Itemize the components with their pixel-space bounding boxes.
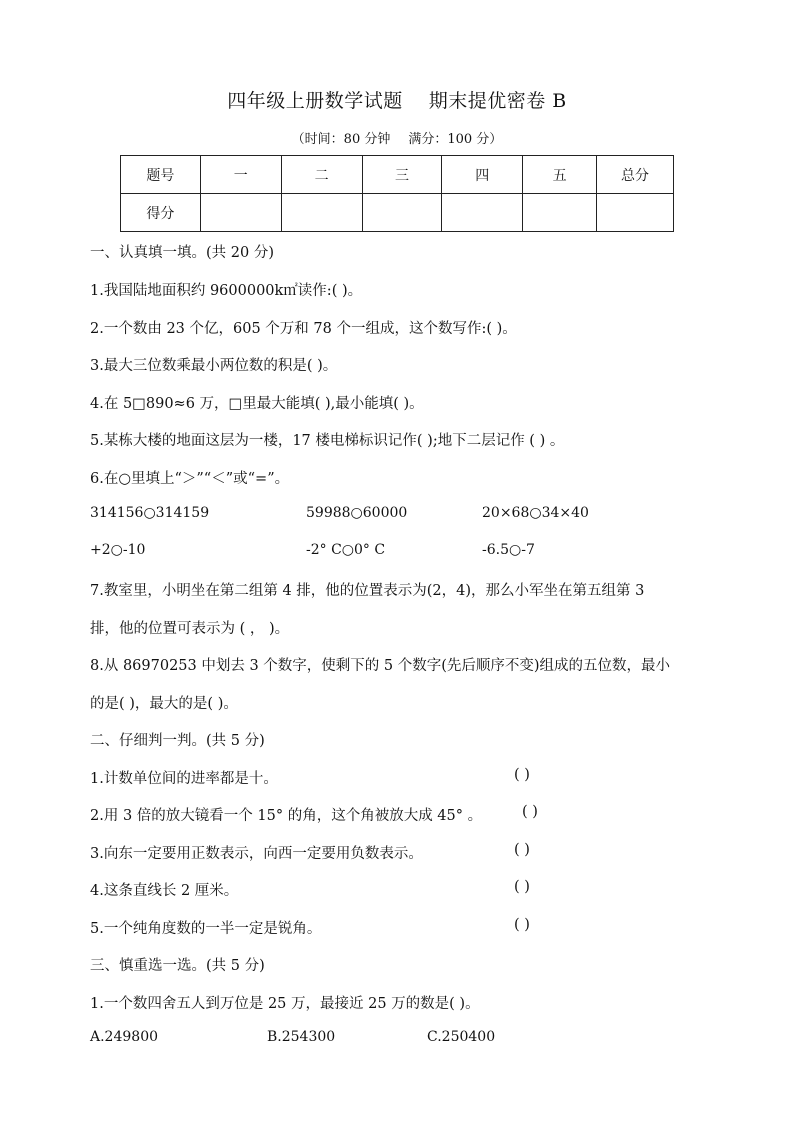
judge-question-5: 5.一个纯角度数的一半一定是锐角。 — [90, 921, 322, 937]
score-table-header-row — [121, 156, 674, 194]
question-1-3: 3.最大三位数乘最小两位数的积是( )。 — [90, 358, 338, 374]
exam-info — [0, 128, 794, 147]
compare-item: 314156○314159 — [90, 505, 210, 521]
judge-question-4: 4.这条直线长 2 厘米。 — [90, 883, 239, 899]
score-table-score-row — [121, 194, 674, 232]
question-1-6: 6.在○里填上“＞”“＜”或“=”。 — [90, 471, 290, 487]
score-cell[interactable] — [442, 194, 523, 232]
judge-question-1: 1.计数单位间的进率都是十。 — [90, 771, 278, 787]
question-1-7-line1: 7.教室里，小明坐在第二组第 4 排，他的位置表示为(2，4)，那么小军坐在第五组第 3 — [90, 583, 645, 599]
compare-item: -6.5○-7 — [482, 542, 535, 558]
score-cell[interactable] — [200, 194, 281, 232]
judge-question-2: 2.用 3 倍的放大镜看一个 15° 的角，这个角被放大成 45° 。 — [90, 808, 483, 824]
section2-heading: 二、仔细判一判。(共 5 分) — [90, 733, 265, 749]
score-cell[interactable] — [362, 194, 442, 232]
question-1-5: 5.某栋大楼的地面这层为一楼，17 楼电梯标识记作( );地下二层记作 ( ) 。 — [90, 433, 565, 449]
score-cell[interactable] — [281, 194, 362, 232]
score-cell[interactable] — [597, 194, 674, 232]
exam-title — [0, 86, 794, 113]
question-1-8-line2: 的是( )，最大的是( )。 — [90, 696, 238, 712]
judge-answer-bracket[interactable]: ( ) — [514, 917, 530, 933]
score-table — [120, 155, 674, 232]
exam-full-score: 满分：100 分） — [408, 132, 503, 147]
compare-item: +2○-10 — [90, 542, 146, 558]
compare-item: 20×68○34×40 — [482, 505, 589, 521]
exam-time: （时间：80 分钟 — [291, 132, 391, 147]
judge-answer-bracket[interactable]: ( ) — [514, 767, 530, 783]
compare-item: 59988○60000 — [306, 505, 408, 521]
judge-question-3: 3.向东一定要用正数表示，向西一定要用负数表示。 — [90, 846, 423, 862]
header-cell: 题号 — [121, 156, 201, 194]
section3-heading: 三、慎重选一选。(共 5 分) — [90, 958, 265, 974]
judge-answer-bracket[interactable]: ( ) — [522, 804, 538, 820]
score-row-label: 得分 — [121, 194, 201, 232]
header-cell: 总分 — [597, 156, 674, 194]
choice-question-1: 1.一个数四舍五人到万位是 25 万，最接近 25 万的数是( )。 — [90, 996, 480, 1012]
header-cell: 五 — [523, 156, 597, 194]
header-cell: 四 — [442, 156, 523, 194]
score-cell[interactable] — [523, 194, 597, 232]
question-1-4: 4.在 5□890≈6 万，□里最大能填( ),最小能填( )。 — [90, 396, 424, 412]
question-1-1: 1.我国陆地面积约 9600000k㎡读作:( )。 — [90, 283, 363, 299]
question-1-2: 2.一个数由 23 个亿，605 个万和 78 个一组成，这个数写作:( )。 — [90, 321, 517, 337]
header-cell: 一 — [200, 156, 281, 194]
judge-answer-bracket[interactable]: ( ) — [514, 842, 530, 858]
compare-item: -2° C○0° C — [306, 542, 386, 558]
choice-option-a[interactable]: A.249800 — [90, 1029, 159, 1045]
title-main: 四年级上册数学试题 — [227, 90, 403, 112]
judge-answer-bracket[interactable]: ( ) — [514, 879, 530, 895]
question-1-7-line2: 排，他的位置可表示为 ( ， )。 — [90, 621, 290, 637]
choice-option-c[interactable]: C.250400 — [427, 1029, 496, 1045]
header-cell: 二 — [281, 156, 362, 194]
question-1-8-line1: 8.从 86970253 中划去 3 个数字，使剩下的 5 个数字(先后顺序不变)组成的五位数，最小 — [90, 658, 671, 674]
header-cell: 三 — [362, 156, 442, 194]
section1-heading: 一、认真填一填。(共 20 分) — [90, 245, 274, 261]
title-sub: 期末提优密卷 B — [428, 90, 567, 112]
choice-option-b[interactable]: B.254300 — [267, 1029, 336, 1045]
